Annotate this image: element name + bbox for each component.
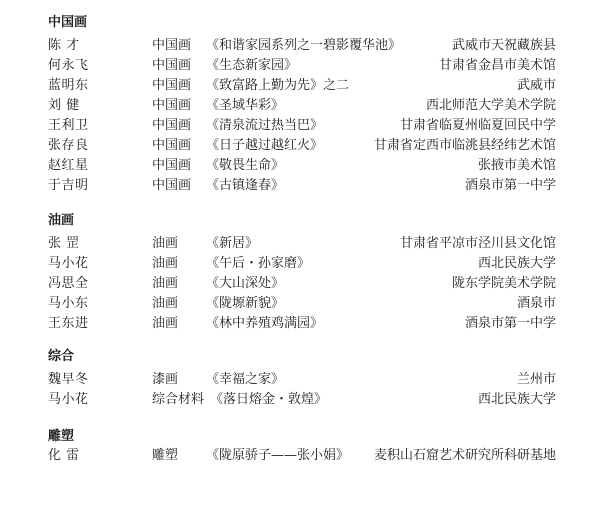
artist-organization: 西北民族大学: [477, 256, 556, 271]
work-category: 综合材料: [152, 392, 205, 407]
artist-name: 王利卫: [48, 118, 89, 133]
list-item: [0, 116, 600, 136]
artist-name: 刘 健: [48, 98, 80, 113]
list-item: [0, 156, 600, 176]
artist-organization: 西北民族大学: [477, 392, 556, 407]
artist-organization: 武威市: [516, 78, 556, 93]
artist-organization: 甘肃省临夏州临夏回民中学: [399, 118, 556, 133]
list-item: [0, 176, 600, 196]
work-title: 《清泉流过热当巴》: [206, 118, 324, 133]
work-category: 中国画: [152, 98, 192, 113]
work-title: 《大山深处》: [206, 276, 285, 291]
work-category: 油画: [152, 236, 179, 251]
work-category: 油画: [152, 276, 179, 291]
list-item: [0, 314, 600, 334]
work-category: 中国画: [152, 138, 192, 153]
artist-name: 魏早冬: [48, 372, 89, 387]
artist-organization: 酒泉市: [516, 296, 556, 311]
artist-name: 何永飞: [48, 58, 89, 73]
work-title: 《落日熔金・敦煌》: [210, 392, 328, 407]
work-title: 《幸福之家》: [206, 372, 285, 387]
work-category: 雕塑: [152, 448, 179, 463]
list-item: [0, 446, 600, 466]
artist-organization: 麦积山石窟艺术研究所科研基地: [373, 448, 556, 463]
list-item: [0, 96, 600, 116]
work-category: 油画: [152, 296, 179, 311]
artist-organization: 甘肃省金昌市美术馆: [438, 58, 556, 73]
work-title: 《圣域华彩》: [206, 98, 285, 113]
artist-name: 化 雷: [48, 448, 80, 463]
list-item: [0, 254, 600, 274]
artist-organization: 甘肃省平凉市泾川县文化馆: [399, 236, 556, 251]
artist-name: 马小花: [48, 392, 89, 407]
artist-name: 于吉明: [48, 178, 89, 193]
artist-organization: 西北师范大学美术学院: [425, 98, 556, 113]
section-heading: 雕塑: [48, 429, 75, 444]
work-category: 漆画: [152, 372, 179, 387]
list-item: [0, 56, 600, 76]
list-item: [0, 136, 600, 156]
list-item: [0, 234, 600, 254]
artist-name: 冯思全: [48, 276, 89, 291]
list-item: [0, 370, 600, 390]
work-title: 《新居》: [206, 236, 259, 251]
list-item: [0, 274, 600, 294]
work-title: 《林中养殖鸡满园》: [206, 316, 324, 331]
artist-organization: 武威市天祝藏族县: [451, 38, 556, 53]
work-category: 中国画: [152, 58, 192, 73]
section-heading: 油画: [48, 213, 75, 228]
work-title: 《陇塬新貌》: [206, 296, 285, 311]
work-title: 《致富路上勤为先》之二: [206, 78, 350, 93]
artist-name: 张 罡: [48, 236, 80, 251]
work-title: 《古镇逢春》: [206, 178, 285, 193]
artist-name: 赵红星: [48, 158, 89, 173]
work-category: 中国画: [152, 118, 192, 133]
list-item: [0, 390, 600, 410]
artist-organization: 陇东学院美术学院: [451, 276, 556, 291]
work-category: 油画: [152, 316, 179, 331]
artist-organization: 酒泉市第一中学: [464, 178, 556, 193]
artist-organization: 酒泉市第一中学: [464, 316, 556, 331]
artist-organization: 兰州市: [516, 372, 556, 387]
list-item: [0, 294, 600, 314]
list-item: [0, 76, 600, 96]
artist-organization: 张掖市美术馆: [477, 158, 556, 173]
artist-name: 马小东: [48, 296, 89, 311]
work-category: 中国画: [152, 78, 192, 93]
work-title: 《午后・孙家磨》: [206, 256, 311, 271]
artist-name: 蓝明东: [48, 78, 89, 93]
work-title: 《和谐家园系列之一碧影覆华池》: [206, 38, 402, 53]
work-title: 《日子越过越红火》: [206, 138, 324, 153]
work-title: 《敬畏生命》: [206, 158, 285, 173]
work-category: 油画: [152, 256, 179, 271]
artist-name: 马小花: [48, 256, 89, 271]
work-title: 《陇原骄子——张小娟》: [206, 448, 350, 463]
section-heading: 中国画: [48, 15, 88, 30]
artist-organization: 甘肃省定西市临洮县经纬艺术馆: [373, 138, 556, 153]
artist-name: 王东进: [48, 316, 89, 331]
work-category: 中国画: [152, 38, 192, 53]
work-title: 《生态新家园》: [206, 58, 298, 73]
section-heading: 综合: [48, 349, 75, 364]
list-item: [0, 36, 600, 56]
work-category: 中国画: [152, 178, 192, 193]
artist-name: 陈 才: [48, 38, 80, 53]
artist-name: 张存良: [48, 138, 89, 153]
work-category: 中国画: [152, 158, 192, 173]
